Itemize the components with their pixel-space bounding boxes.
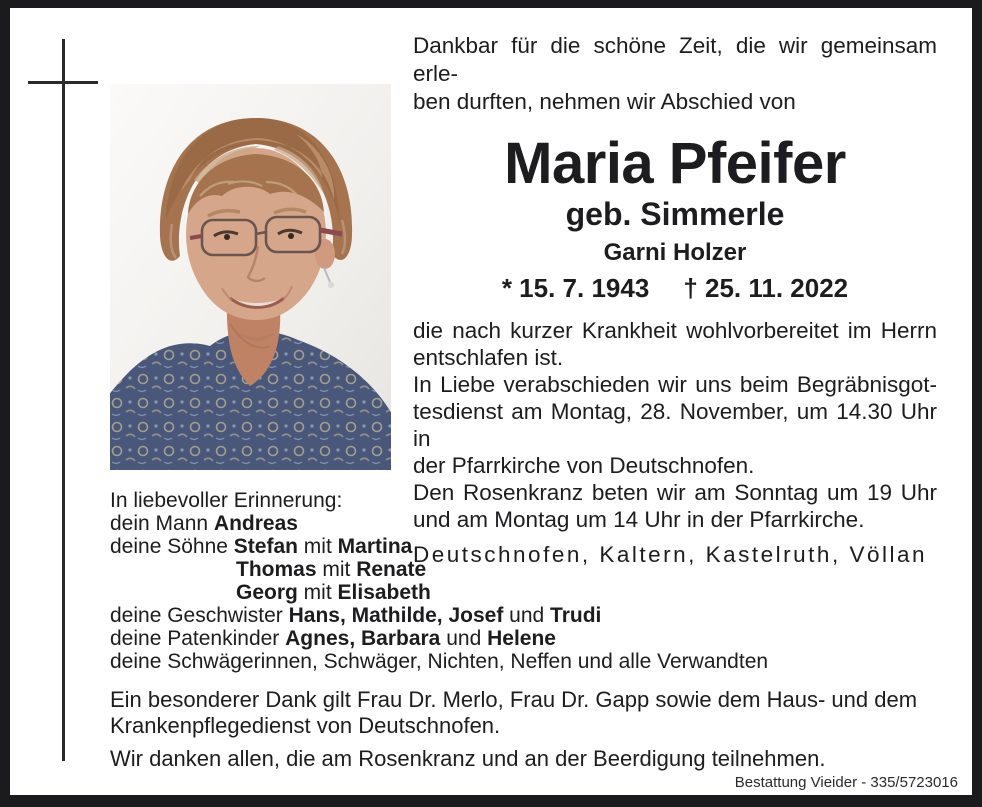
portrait-illustration	[110, 84, 391, 470]
places-line: Deutschnofen, Kaltern, Kastelruth, Völlan	[413, 542, 927, 567]
maiden-name: geb. Simmerle	[565, 196, 785, 232]
family-line-husband: dein Mann Andreas	[110, 512, 298, 535]
portrait-photo	[110, 84, 391, 470]
family-line-sons: Thomas mit Renate	[236, 558, 427, 581]
family-line-sons: Georg mit Elisabeth	[236, 581, 431, 604]
announcement-line: tesdienst am Montag, 28. November, um 14.30 Uhr in	[413, 399, 937, 451]
death-date: † 25. 11. 2022	[683, 273, 849, 303]
family-line-siblings: deine Geschwister Hans, Mathilde, Josef und Trudi	[110, 604, 602, 627]
birth-date: * 15. 7. 1943	[501, 273, 650, 303]
thanks-line: Ein besonderer Dank gilt Frau Dr. Merlo, Frau Dr. Gapp sowie dem Haus- und dem	[110, 687, 918, 712]
announcement-line: entschlafen ist.	[413, 345, 564, 370]
announcement-line: und am Montag um 14 Uhr in der Pfarrkirche.	[413, 507, 865, 532]
family-heading: In liebevoller Erinnerung:	[110, 489, 343, 512]
life-dates	[413, 274, 937, 302]
thanks-line: Wir danken allen, die am Rosenkranz und an der Beerdigung teilnehmen.	[110, 746, 826, 771]
intro-text	[413, 32, 937, 116]
announcement-line: In Liebe verabschieden wir uns beim Begräbnisgot-	[413, 372, 937, 397]
family-section	[110, 489, 950, 673]
cross-icon	[62, 39, 65, 761]
residence-name: Garni Holzer	[603, 239, 747, 266]
thanks-section	[110, 687, 958, 772]
memorial-card	[10, 8, 972, 795]
cross-icon	[28, 81, 98, 84]
intro-line-2: ben durften, nehmen wir Abschied von	[413, 89, 796, 114]
deceased-name: Maria Pfeifer	[504, 131, 846, 196]
right-column	[413, 32, 937, 568]
family-line-godchildren: deine Patenkinder Agnes, Barbara und Helene	[110, 627, 556, 650]
announcement-line: der Pfarrkirche von Deutschnofen.	[413, 453, 755, 478]
announcement-line: die nach kurzer Krankheit wohlvorbereitet im Herrn	[413, 318, 937, 343]
announcement-line: Den Rosenkranz beten wir am Sonntag um 19 Uhr	[413, 480, 937, 505]
family-line-sons: deine Söhne Stefan mit Martina	[110, 535, 413, 558]
family-line-others: deine Schwägerinnen, Schwäger, Nichten, Neffen und alle Verwandten	[110, 650, 769, 673]
intro-line-1: Dankbar für die schöne Zeit, die wir gemeinsam erle-	[413, 33, 937, 86]
thanks-line: Krankenpflegedienst von Deutschnofen.	[110, 713, 501, 738]
funeral-home-credit: Bestattung Vieider - 335/5723016	[734, 774, 958, 791]
name-block	[413, 131, 937, 303]
